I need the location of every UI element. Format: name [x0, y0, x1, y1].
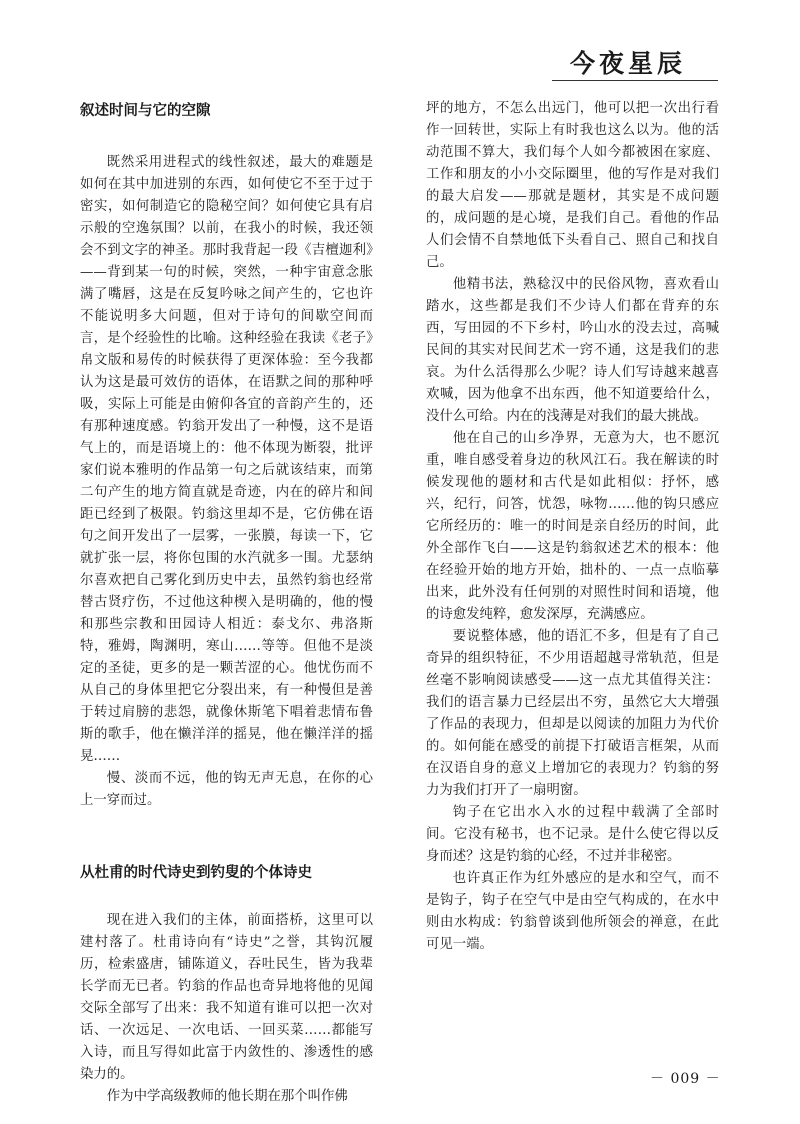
paragraph: 也许真正作为红外感应的是水和空气，而不是钩子，钩子在空气中是由空气构成的，在水中则由水构成：钓翁曾谈到他所领会的禅意，在此可见一端。	[426, 871, 719, 952]
page-header-title: 今夜星辰	[570, 49, 687, 78]
paragraph: 要说整体感，他的语汇不多，但是有了自己奇异的组织特征，不少用语超越寻常轨范，但是丝毫不影响阅读感受——这一点尤其值得关注：我们的语言暴力已经层出不穷，虽然它大大增强了作品的表现力，但却是以阅读的加阻力为代价的。如何能在感受的前提下打破语言框架，从而在汉语自身的意义上增加它的表现力？钓翁的努力为我们打开了一扇明窗。	[426, 629, 719, 798]
section-heading-poetic-history: 从杜甫的时代诗史到钓叟的个体诗史	[80, 865, 312, 881]
paragraph: 既然采用进程式的线性叙述，最大的难题是如何在其中加进别的东西，如何使它不至于过于密实，如何制造它的隐秘空间？如何使它具有启示般的空逸氛围？以前，在我小的时候，我还领会不到文字的神圣。那时我背起一段《吉檀迦利》——背到某一句的时候，突然，一种宇宙意念胀满了嘴唇，这是在反复吟咏之间产生的，它也许不能说明多大问题，但对于诗句的间歇空间而言，是个经验性的比喻。这种经验在我读《老子》帛文版和易传的时候获得了更深体验：至今我都认为这是最可效仿的语体，在语默之间的那种呼吸，实际上可能是由俯仰各宜的音韵产生的，还有那种速度感。钓翁开发出了一种慢，这不是语气上的，而是语境上的：他不体现为断裂，批评家们说本雅明的作品第一句之后就该结束，而第二句产生的地方简直就是奇迹，内在的碎片和间距已经到了极限。钓翁这里却不是，它仿佛在语句之间开发出了一层雾，一张膜，每读一下，它就扩张一层，将你包围的水汽就多一围。尤瑟纳尔喜欢把自己雾化到历史中去，虽然钓翁也经常替古贤疗伤，不过他这种楔入是明确的，他的慢和那些宗教和田园诗人相近：泰戈尔、弗洛斯特，雅姆，陶渊明，寒山……等等。但他不是淡定的圣徒，更多的是一颗苦涩的心。他忧伤而不从自己的身体里把它分裂出来，有一种慢但是善于转过肩膀的悲怨，就像休斯笔下唱着悲情布鲁斯的歌手，他在懒洋洋的摇晃，他在懒洋洋的摇晃……	[80, 155, 373, 764]
right-column	[426, 98, 719, 956]
paragraph: 他精书法，熟稔汉中的民俗风物，喜欢看山踏水，这些都是我们不少诗人们都在背弃的东西，写田园的不下乡村，吟山水的没去过，高喊民间的其实对民间艺术一窍不通，这是我们的悲哀。为什么活得那么少呢？诗人们写诗越来越喜欢喊，因为他拿不出东西，他不知道要给什么，没什么可给。内在的浅薄是对我们的最大挑战。	[426, 277, 719, 424]
paragraph: 他在自己的山乡净界，无意为大，也不愿沉重，唯自感受着身边的秋风江石。我在解读的时候发现他的题材和古代是如此相似：抒怀，感兴，纪行，问答，忧怨，咏物……他的钩只感应它所经历的：唯一的时间是亲自经历的时间，此外全部作飞白——这是钓翁叙述艺术的根本：他在经验开始的地方开始，拙朴的、一点一点临摹出来，此外没有任何别的对照性时间和语境，他的诗愈发纯粹，愈发深厚，充满感应。	[426, 431, 719, 622]
paragraph-continued: 坪的地方，不怎么出远门，他可以把一次出行看作一回转世，实际上有时我也这么以为。他的活动范围不算大，我们每个人如今都被困在家庭、工作和朋友的小小交际圈里，他的写作是对我们的最大启发——那就是题材，其实是不成问题的，成问题的是心境，是我们自己。看他的作品人们会情不自禁地低下头看自己、照自己和找自己。	[426, 101, 719, 270]
paragraph: 作为中学高级教师的他长期在那个叫作佛	[106, 1089, 348, 1104]
paragraph: 现在进入我们的主体，前面搭桥，这里可以建村落了。杜甫诗向有“诗史”之誉，其钩沉履历，检索盛唐，铺陈道义，吞吐民生，皆为我辈长学而无已者。钓翁的作品也奇异地将他的见闻交际全部写了出来：我不知道有谁可以把一次对话、一次远足、一次电话、一回买菜……都能写入诗，而且写得如此富于内敛性的、渗透性的感染力的。	[80, 913, 373, 1082]
page-number: － 009 －	[650, 1071, 721, 1087]
paragraph: 钩子在它出水入水的过程中载满了全部时间。它没有秘书，也不记录。是什么使它得以反身而述？这是钓翁的心经，不过并非秘密。	[426, 805, 719, 864]
paragraph: 慢、淡而不远，他的钩无声无息，在你的心上一穿而过。	[80, 771, 373, 808]
left-column	[80, 98, 373, 1108]
section-heading-narrative-time: 叙述时间与它的空隙	[80, 103, 211, 119]
header-divider	[552, 80, 718, 81]
